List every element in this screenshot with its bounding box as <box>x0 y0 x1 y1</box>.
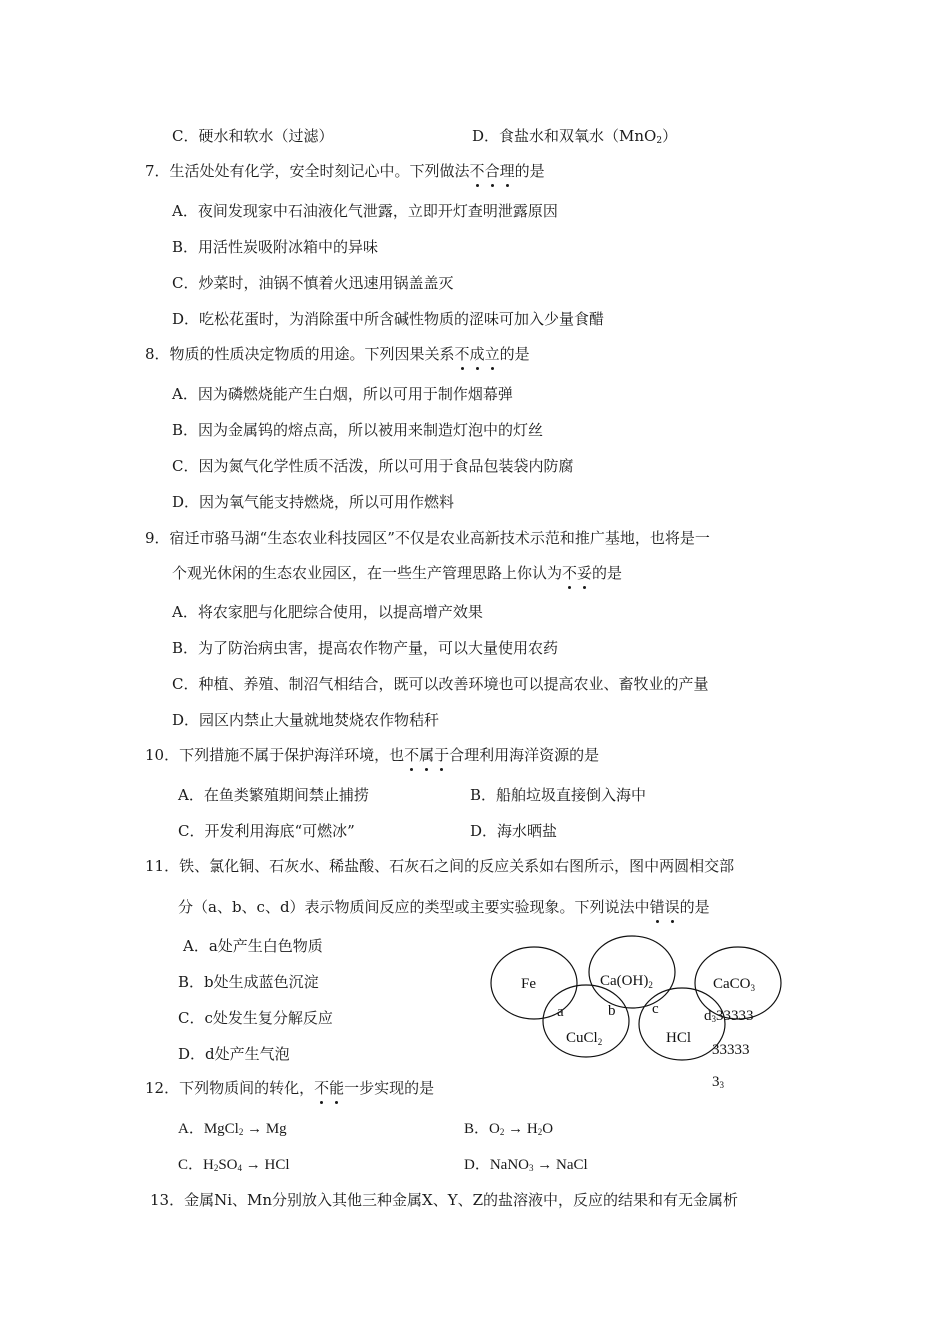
q6-option-d: D．食盐水和双氧水（MnO$_2$） <box>472 127 678 146</box>
q7-option-d: D．吃松花蛋时，为消除蛋中所含碱性物质的涩味可加入少量食醋 <box>172 310 605 328</box>
q7-option-b: B．用活性炭吸附冰箱中的异味 <box>172 238 379 256</box>
hcl-circle <box>639 988 725 1060</box>
q13-stem: 13．金属Ni、Mn分别放入其他三种金属X、Y、Z的盐溶液中，反应的结果和有无金属析 <box>150 1191 739 1209</box>
q8-option-a: A．因为磷燃烧能产生白烟，所以可用于制作烟幕弹 <box>172 385 513 403</box>
q12-option-b: B．$O_2 \to H_2O$ <box>464 1121 554 1137</box>
cucl2-label: CuCl$_2$ <box>566 1030 603 1047</box>
arrow-icon: → <box>245 1157 261 1173</box>
q9-stem-line2: 个观光休闲的生态农业园区，在一些生产管理思路上你认为不妥的是 <box>172 564 623 582</box>
q9-stem-line1: 9．宿迁市骆马湖“生态农业科技园区”不仅是农业高新技术示范和推广基地，也将是一 <box>145 529 710 547</box>
q10-option-a: A．在鱼类繁殖期间禁止捕捞 <box>178 786 369 804</box>
q12-option-d: D．NaNO$_3$ → NaCl <box>464 1157 588 1173</box>
intersection-d-label: d333333 <box>704 1008 754 1024</box>
q12-option-a: A．MgCl$_2$ → Mg <box>178 1121 287 1137</box>
q11-option-c: C．c处发生复分解反应 <box>178 1009 333 1027</box>
stray-digits-line1: 33333 <box>712 1042 750 1058</box>
q9-option-d: D．园区内禁止大量就地焚烧农作物秸秆 <box>172 711 440 729</box>
arrow-icon: → <box>247 1121 263 1137</box>
q8-option-b: B．因为金属钨的熔点高，所以被用来制造灯泡中的灯丝 <box>172 421 544 439</box>
q7-stem: 7．生活处处有化学，安全时刻记心中。下列做法不合理的是 <box>145 162 545 180</box>
arrow-icon: → <box>537 1157 553 1173</box>
q10-option-b: B．船舶垃圾直接倒入海中 <box>470 786 647 804</box>
stray-digits-line2: 33 <box>712 1074 724 1090</box>
caoh2-label: $Ca(OH)_2$ <box>600 973 653 990</box>
q11-option-d: D．d处产生气泡 <box>178 1045 290 1063</box>
arrow-icon: → <box>508 1121 524 1137</box>
q12-option-c: C．$H_2SO_4$ → HCl <box>178 1157 290 1173</box>
cucl2-circle <box>543 985 629 1057</box>
q8-option-d: D．因为氧气能支持燃烧，所以可用作燃料 <box>172 493 455 511</box>
caco3-circle <box>695 947 781 1019</box>
fe-circle <box>491 947 577 1019</box>
q10-stem: 10．下列措施不属于保护海洋环境，也不属于合理利用海洋资源的是 <box>145 746 600 764</box>
q7-option-c: C．炒菜时，油锅不慎着火迅速用锅盖盖灭 <box>172 274 454 292</box>
q10-option-d: D．海水晒盐 <box>470 822 558 840</box>
q9-option-c: C．种植、养殖、制沼气相结合，既可以改善环境也可以提高农业、畜牧业的产量 <box>172 675 709 693</box>
intersection-c-label: c <box>652 1001 659 1017</box>
caoh2-circle <box>589 936 675 1008</box>
q11-stem-line2: 分（a、b、c、d）表示物质间反应的类型或主要实验现象。下列说法中错误的是 <box>178 898 710 916</box>
q6-option-c: C．硬水和软水（过滤） <box>172 127 334 145</box>
q8-stem: 8．物质的性质决定物质的用途。下列因果关系不成立的是 <box>145 345 530 363</box>
q11-stem-line1: 11．铁、氯化铜、石灰水、稀盐酸、石灰石之间的反应关系如右图所示，图中两圆相交部 <box>145 857 735 875</box>
q11-option-b: B．b处生成蓝色沉淀 <box>178 973 319 991</box>
q8-option-c: C．因为氮气化学性质不活泼，所以可用于食品包装袋内防腐 <box>172 457 574 475</box>
intersection-a-label: a <box>557 1004 564 1020</box>
q10-option-c: C．开发利用海底“可燃冰” <box>178 822 355 840</box>
q7-option-a: A．夜间发现家中石油液化气泄露，立即开灯查明泄露原因 <box>172 202 558 220</box>
q12-stem: 12．下列物质间的转化，不能一步实现的是 <box>145 1079 435 1097</box>
q11-option-a: A．a处产生白色物质 <box>183 937 323 955</box>
q9-option-b: B．为了防治病虫害，提高农作物产量，可以大量使用农药 <box>172 639 559 657</box>
fe-label: Fe <box>521 976 536 992</box>
q9-option-a: A．将农家肥与化肥综合使用，以提高增产效果 <box>172 603 483 621</box>
intersection-b-label: b <box>608 1003 616 1019</box>
hcl-label: HCl <box>666 1030 692 1046</box>
caco3-label: CaCO$_3$ <box>713 976 755 993</box>
